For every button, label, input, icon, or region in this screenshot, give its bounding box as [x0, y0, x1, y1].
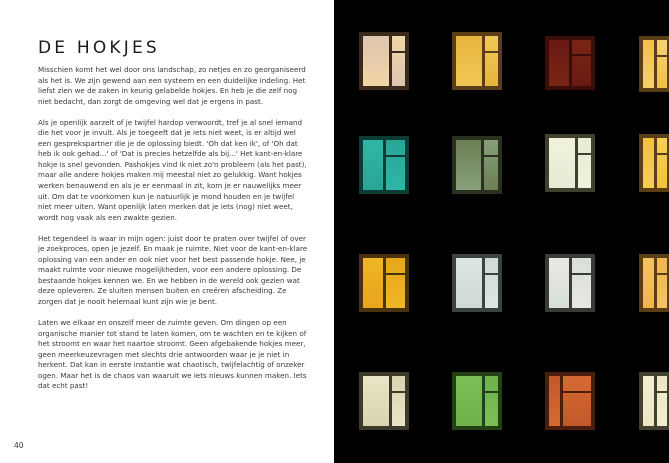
- window-pane: [386, 258, 405, 308]
- lit-window: [547, 374, 593, 428]
- photo-night-windows: [334, 0, 669, 463]
- window-mullion: [569, 256, 572, 310]
- lit-window: [454, 34, 500, 88]
- paragraph-2: Als je openlijk aarzelt of je twijfel hardop verwoordt, tref je al snel iemand die het voor je invult. Als je toegeeft dat je iets niet weet, is er altijd wel een gesprekspartner die je de oplossing biedt. 'Oh dat ken ik', of 'Oh dat heb ik ook gehad...' of 'Dat is precies hetzelfde als bij...' Het kant-en-klare hokje is snel gevonden. Pashokjes vind ik niet zo'n probleem (als het past), maar alle andere hokjes maken mij meestal niet zo gelukkig. Want hokjes werken benauwend en als je er eenmaal in zit, kom je er nauwelijks meer uit. Om dat te voorkomen kun je natuurlijk je mond houden en je twijfel niet meer uiten. Want openlijk laten merken dat je iets (nog) niet weet, wordt nog vaak als een zwakte gezien.: [38, 117, 307, 222]
- window-pane: [485, 36, 498, 86]
- window-pane: [484, 140, 498, 190]
- window-transom: [386, 273, 407, 275]
- lit-window: [361, 138, 407, 192]
- window-mullion: [389, 34, 392, 88]
- window-pane: [456, 36, 482, 86]
- window-mullion: [383, 256, 386, 310]
- window-pane: [572, 40, 591, 86]
- lit-window: [454, 138, 500, 192]
- window-transom: [484, 155, 500, 157]
- lit-window: [361, 34, 407, 88]
- window-transom: [485, 391, 500, 393]
- window-mullion: [482, 34, 485, 88]
- lit-window: [361, 256, 407, 310]
- window-transom: [392, 51, 407, 53]
- lit-window: [641, 374, 669, 428]
- window-pane: [392, 36, 405, 86]
- window-pane: [549, 40, 569, 86]
- window-transom: [657, 273, 669, 275]
- page-number: 40: [14, 441, 24, 450]
- window-pane: [485, 376, 498, 426]
- lit-window: [361, 374, 407, 428]
- window-transom: [578, 153, 593, 155]
- chapter-title: DE HOKJES: [38, 38, 160, 58]
- lit-window: [641, 38, 669, 90]
- window-transom: [392, 391, 407, 393]
- window-mullion: [654, 256, 657, 310]
- window-pane: [643, 138, 654, 188]
- window-pane: [386, 140, 405, 190]
- window-mullion: [575, 136, 578, 190]
- window-pane: [643, 258, 654, 308]
- paragraph-4: Laten we elkaar en onszelf meer de ruimte geven. Om dingen op een organische manier tot stand te laten komen, om te wachten en te kijken of het stroomt en waar het naartoe stroomt. Geen afgebakende hokjes meer, geen meerkeuzevragen met slechts drie antwoorden waar je je niet in herkent. Dat kan in eerste instantie wat chaotisch, twijfelachtig of onzeker ogen. Maar het is de chaos van waaruit we iets nieuws kunnen maken. Iets dat echt past!: [38, 318, 307, 391]
- window-pane: [363, 258, 383, 308]
- window-transom: [657, 153, 669, 155]
- lit-window: [547, 38, 593, 88]
- window-mullion: [654, 136, 657, 190]
- window-transom: [572, 54, 593, 56]
- window-pane: [363, 376, 389, 426]
- window-pane: [549, 138, 575, 188]
- window-pane: [392, 376, 405, 426]
- lit-window: [454, 374, 500, 428]
- window-mullion: [654, 374, 657, 428]
- window-pane: [578, 138, 591, 188]
- lit-window: [547, 136, 593, 190]
- window-mullion: [481, 138, 484, 192]
- window-mullion: [654, 38, 657, 90]
- window-transom: [657, 55, 669, 57]
- window-mullion: [383, 138, 386, 192]
- window-transom: [657, 391, 669, 393]
- window-mullion: [482, 374, 485, 428]
- window-pane: [456, 376, 482, 426]
- window-mullion: [389, 374, 392, 428]
- window-pane: [657, 138, 667, 188]
- window-transom: [485, 51, 500, 53]
- window-pane: [563, 376, 591, 426]
- text-page: [0, 0, 334, 463]
- window-mullion: [560, 374, 563, 428]
- window-pane: [657, 376, 667, 426]
- body-text: [38, 65, 310, 403]
- window-mullion: [569, 38, 572, 88]
- paragraph-1: Misschien komt het wel door ons landschap, zo netjes en zo georganiseerd als het is. We zijn gewend aan een systeem en een duidelijke indeling. Het liefst zien we de zaken in keurig gelabelde hokjes. En heb je die zelf nog niet bedacht, dan zorgt de omgeving wel dat je ergens in past.: [38, 65, 306, 106]
- window-pane: [456, 140, 481, 190]
- window-pane: [549, 258, 569, 308]
- window-pane: [657, 258, 667, 308]
- window-transom: [386, 155, 407, 157]
- window-transom: [485, 273, 500, 275]
- window-pane: [657, 40, 667, 88]
- window-pane: [643, 40, 654, 88]
- window-pane: [456, 258, 482, 308]
- window-pane: [549, 376, 560, 426]
- window-mullion: [482, 256, 485, 310]
- window-pane: [485, 258, 498, 308]
- window-pane: [363, 140, 383, 190]
- lit-window: [547, 256, 593, 310]
- window-pane: [363, 36, 389, 86]
- lit-window: [641, 256, 669, 310]
- window-transom: [563, 391, 593, 393]
- window-pane: [643, 376, 654, 426]
- paragraph-3: Het tegendeel is waar in mijn ogen: juist door te praten over twijfel of over je zoekproces, open je jezelf. En maak je ruimte. Niet voor de kant-en-klare oplossing van een ander en ook niet voor het best passende hokje. Nee, je maakt ruimte voor nieuwe mogelijkheden, voor een andere oplossing. De bestaande hokjes kennen we. En we hebben in de wereld ook gezien wat deze opleveren. Ze sluiten mensen buiten en creëren afscheiding. Ze zorgen dat je nooit helemaal kunt zijn wie je bent.: [38, 233, 308, 307]
- lit-window: [641, 136, 669, 190]
- lit-window: [454, 256, 500, 310]
- window-pane: [572, 258, 591, 308]
- window-transom: [572, 273, 593, 275]
